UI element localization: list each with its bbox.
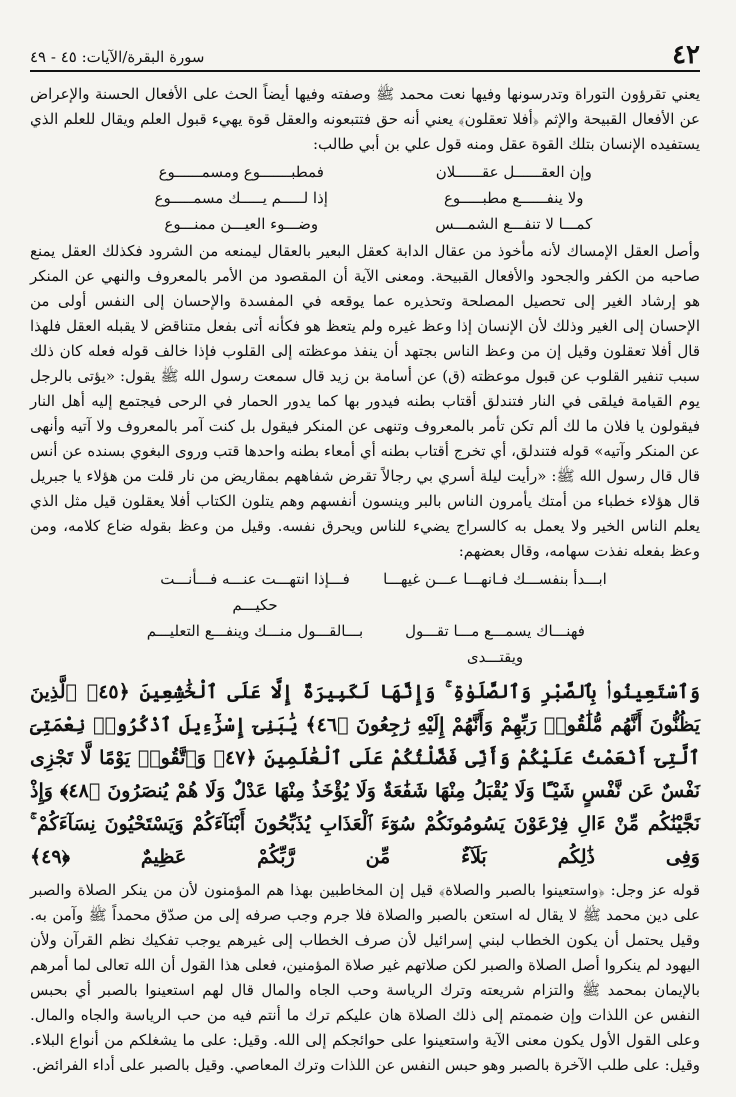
poem-hemistich: فمطبـــــــوع ومسمــــــوع (158, 163, 324, 181)
poem-hemistich: وضـــوء العيـــن ممنـــوع (164, 215, 319, 233)
poem-hemistich: إذا لـــــم يـــــك مسمـــــوع (154, 189, 328, 207)
poem-hemistich: ابـــدأ بنفســـك فـانهـــا عـــن غيهـــا (383, 570, 607, 588)
page-header (30, 38, 700, 72)
page-number: ٤٢ (672, 40, 700, 70)
poem-hemistich: وإن العقــــــل عقــــــلان (435, 163, 592, 181)
poem-hemistich: فـــإذا انتهـــت عنـــه فـــأنـــت حكيـــم (160, 570, 350, 614)
commentary-paragraph-3: قوله عز وجل: ﴿واستعينوا بالصبر والصلاة﴾ قيل إن المخاطبين بهذا هم المؤمنون لأن من ينكر الصلاة والصبر على دين محمد ﷺ لا يقال له استعن بالصبر والصلاة فلا جرم وجب صرفه إلى من صدّق محمداً ﷺ وآمن به. وقيل يحتمل أن يكون الخطاب لبني إسرائيل لأن صرف الخطاب إلى غيرهم يوجب تفكيك نظم القرآن ولأن اليهود لم ينكروا أصل الصلاة والصبر لكن صلاتهم غير صلاة المؤمنين، فعلى هذا القول أن الله تعالى لما أمرهم بالإيمان بمحمد ﷺ والتزام شريعته وترك الرياسة وحب الجاه والمال قال لهم استعينوا بالصبر أي بحبس النفس عن اللذات وإن ضممتم إلى ذلك الصلاة هان عليكم ترك ما أنتم فيه من حب الرياسة والجاه والمال. وعلى القول الأول يكون معنى الآية واستعينوا على حوائجكم إلى الله. وقيل: على ما يشغلكم من أنواع البلاء. وقيل: على طلب الآخرة بالصبر وهو حبس النفس عن اللذات وترك المعاصي. وقيل بالصبر على أداء الفرائض. (30, 881, 700, 1074)
poem-quoted (140, 566, 610, 670)
quran-verses: وَٱسْتَعِينُوا۟ بِٱلصَّبْرِ وَٱلصَّلَوٰةِ ۚ وَإِنَّهَا لَكَبِيرَةٌ إِلَّا عَلَى ٱلْخَٰشِعِينَ ﴿٤٥﴾ ٱلَّذِينَ يَظُنُّونَ أَنَّهُم مُّلَٰقُوا۟ رَبِّهِمْ وَأَنَّهُمْ إِلَيْهِ رَٰجِعُونَ ﴿٤٦﴾ يَٰبَنِىٓ إِسْرَٰٓءِيلَ ٱذْكُرُوا۟ نِعْمَتِىَ ٱلَّتِىٓ أَنْعَمْتُ عَلَيْكُمْ وَأَنِّى فَضَّلْتُكُمْ عَلَى ٱلْعَٰلَمِينَ ﴿٤٧﴾ وَٱتَّقُوا۟ يَوْمًا لَّا تَجْزِى نَفْسٌ عَن نَّفْسٍ شَيْـًٔا وَلَا يُقْبَلُ مِنْهَا شَفَٰعَةٌ وَلَا يُؤْخَذُ مِنْهَا عَدْلٌ وَلَا هُمْ يُنصَرُونَ ﴿٤٨﴾ وَإِذْ نَجَّيْنَٰكُم مِّنْ ءَالِ فِرْعَوْنَ يَسُومُونَكُمْ سُوٓءَ ٱلْعَذَابِ يُذَبِّحُونَ أَبْنَآءَكُمْ وَيَسْتَحْيُونَ نِسَآءَكُمْ ۚ وَفِى ذَٰلِكُم بَلَآءٌ مِّن رَّبِّكُمْ عَظِيمٌ ﴿٤٩﴾ (30, 681, 701, 868)
poem-hemistich: كمـــا لا تنفـــع الشمـــس (435, 215, 593, 233)
poem-hemistich: ولا ينفــــــع مطبـــــوع (443, 189, 584, 207)
poem-ali-ibn-abi-talib (110, 159, 645, 237)
poem-hemistich: فهنـــاك يسمـــع مـــا تقـــول ويقتـــدى (405, 622, 585, 666)
commentary-paragraph-2: وأصل العقل الإمساك لأنه مأخوذ من عقال الدابة كعقل البعير بالعقال ليمنعه من الشرود فكذلك العقل يمنع صاحبه من الكفر والجحود والأفعال القبيحة. ومعنى الآية أن المقصود من الأمر بالمعروف والنهي عن المنكر هو إرشاد الغير إلى تحصيل المصلحة وتحذيره عما يوقعه في المفسدة والإحسان إلى النفس أولى من الإحسان إلى الغير وذلك لأن الإنسان إذا وعظ غيره ولم يتعظ هو فكأنه أتى بفعل متناقض لا يقبله العقل فلهذا قال أفلا تعقلون وقيل إن من وعظ الناس بجتهد أن ينفذ موعظته إلى القلوب فإذا خالف قوله فعله كان ذلك سبب تنفير القلوب عن قبول موعظته (ق) عن أسامة بن زيد قال سمعت رسول الله ﷺ يقول: «يؤتى بالرجل يوم القيامة فيلقى في النار فتندلق أقتاب بطنه فيدور بها كما يدور الحمار في الرحى فيجتمع إليه أهل النار فيقولون يا فلان ما لك ألم تكن تأمر بالمعروف وتنهى عن المنكر فيقول بل كنت آمر بالمعروف ولا آتيه وأنهى عن المنكر وآتيه» قوله فتندلق، أي تخرج أقتاب بطنه أي أمعاء بطنه واحدها قتب وروى البغوي بسنده عن أنس قال قال رسول الله ﷺ: «رأيت ليلة أسري بي رجالاً تقرض شفاههم بمقاريض من نار قلت من هؤلاء يا جبريل قال هؤلاء خطباء من أمتك يأمرون الناس بالبر وينسون أنفسهم وهم يتلون الكتاب أفلا يعقلون قيل مثل الذي يعلم الناس الخير ولا يعمل به كالسراج يضيء للناس ويحرق نفسه. وقيل من وعظ بقوله ضاع كلامه، ومن وعظ بفعله نفذت سهامه، وقال بعضهم: (30, 242, 700, 560)
poem-hemistich: بـــالقـــول منـــك وينفـــع التعليـــم (146, 622, 364, 640)
running-head: سورة البقرة/الآيات: ٤٥ - ٤٩ (30, 48, 205, 66)
page-body (30, 82, 700, 1078)
commentary-paragraph-1: يعني تقرؤون التوراة وتدرسونها وفيها نعت محمد ﷺ وصفته وفيها أيضاً الحث على الأفعال الحسنة والإعراض عن الأفعال القبيحة والإثم ﴿أفلا تعقلون﴾ يعني أنه حق فتتبعونه والعقل قوة يهيء قبول العلم ويقال للعلم الذي يستفيده الإنسان بتلك القوة عقل ومنه قول علي بن أبي طالب: (30, 85, 700, 153)
